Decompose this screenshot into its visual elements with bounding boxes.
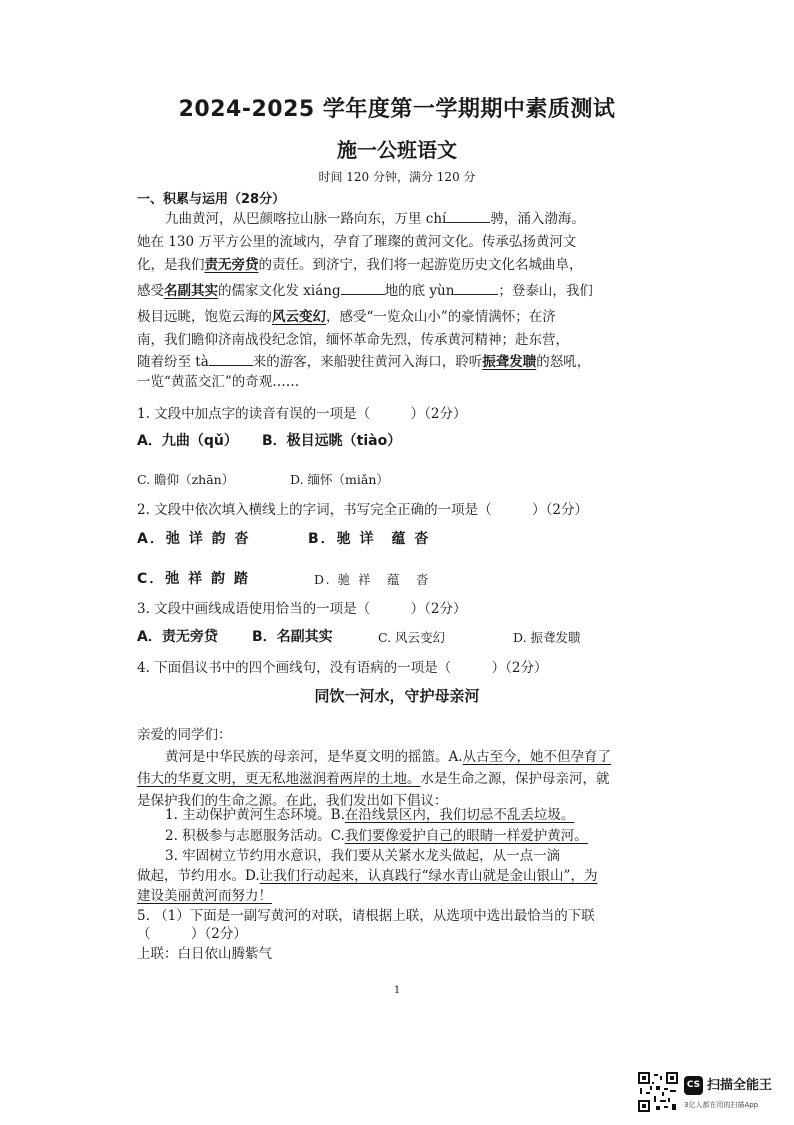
fill-blank — [341, 282, 385, 295]
question-3-option-d: D. 振聋发聩 — [513, 630, 581, 645]
proposal-item-3: 3. 牢固树立节约用水意识，我们要从关紧水龙头做起，从一点一滴 — [165, 848, 561, 864]
question-2-option-c: C．弛 祥 韵 踏 — [137, 571, 250, 587]
question-3-option-c: C. 风云变幻 — [378, 630, 446, 645]
scanner-app-tagline: 3亿人都在用的扫描App — [684, 1101, 759, 1109]
question-4-stem: 4. 下面倡议书中的四个画线句，没有语病的一项是（ ）（2分） — [137, 660, 548, 676]
underlined-idiom: 名副其实 — [164, 283, 218, 299]
question-1-stem: 1. 文段中加点字的读音有误的一项是（ ）（2分） — [137, 406, 467, 422]
question-2-stem: 2. 文段中依次填入横线上的字词，书写完全正确的一项是（ ）（2分） — [137, 502, 589, 518]
proposal-greeting: 亲爱的同学们： — [137, 727, 232, 743]
proposal-item-1: 1. 主动保护黄河生态环境。B.在沿线景区内，我们切忌不乱丢垃圾。 — [165, 807, 575, 823]
passage-line-1: 九曲黄河，从巴颜喀拉山脉一路向东，万里 chí 骋，涌入渤海。 — [165, 211, 585, 227]
fill-blank — [209, 353, 253, 366]
scanner-app-name: 扫描全能王 — [707, 1078, 773, 1093]
question-2-option-d: D. 驰 祥 蕴 沓 — [314, 572, 431, 587]
underlined-idiom: 振聋发聩 — [482, 354, 537, 370]
question-1-option-d: D. 缅怀（miǎn） — [290, 472, 389, 487]
exam-title: 2024-2025 学年度第一学期期中素质测试 — [178, 97, 616, 122]
qr-code-icon — [638, 1072, 678, 1112]
underlined-sentence-b: 在沿线景区内，我们切忌不乱丢垃圾。 — [344, 807, 575, 823]
passage-line-3: 化，是我们责无旁贷的责任。到济宁，我们将一起游览历史文化名城曲阜， — [137, 257, 583, 273]
proposal-item-2: 2. 积极参与志愿服务活动。C.我们要像爱护自己的眼睛一样爱护黄河。 — [165, 828, 588, 844]
question-1-option-c: C. 瞻仰（zhān） — [137, 472, 235, 487]
passage-line-4: 感受名副其实的儒家文化发 xiáng 地的底 yùn ；登泰山，我们 — [137, 283, 593, 299]
question-1-option-a: A．九曲（qǔ） — [137, 433, 238, 449]
proposal-title: 同饮一河水，守护母亲河 — [314, 687, 480, 705]
scanner-app-logo-icon: CS — [684, 1076, 703, 1095]
proposal-line: 是保护我们的生命之源。在此，我们发出如下倡议： — [137, 793, 448, 809]
passage-line-7: 随着纷至 tà 来的游客，来船驶往黄河入海口，聆听振聋发聩的怒吼， — [137, 354, 591, 370]
class-subject-title: 施一公班语文 — [337, 138, 457, 162]
proposal-line: 黄河是中华民族的母亲河，是华夏文明的摇篮。A.从古至今，她不但孕育了 — [165, 749, 612, 765]
underlined-idiom: 风云变幻 — [272, 309, 326, 325]
passage-line-2: 她在 130 万平方公里的流域内，孕育了璀璨的黄河文化。传承弘扬黄河文 — [137, 234, 577, 250]
question-2-option-b: B．驰 详 蕴 沓 — [308, 531, 431, 547]
couplet-upper: 上联：白日依山腾紫气 — [137, 946, 272, 962]
page-number: 1 — [393, 985, 401, 996]
underlined-idiom: 责无旁贷 — [204, 257, 259, 273]
fill-blank — [454, 282, 498, 295]
passage-line-6: 南，我们瞻仰济南战役纪念馆，缅怀革命先烈，传承黄河精神；赴东营， — [137, 332, 569, 348]
question-3-option-a: A．责无旁贷 — [137, 629, 218, 645]
fill-blank — [446, 210, 490, 223]
passage-line-8: 一览“黄蓝交汇”的奇观…… — [137, 374, 300, 390]
question-2-option-a: A．弛 详 韵 沓 — [137, 531, 251, 547]
question-1-option-b: B．极目远眺（tiào） — [262, 433, 402, 449]
section-heading: 一、积累与运用（28分） — [137, 192, 286, 207]
question-5-stem-cont: （ ）（2分） — [137, 926, 247, 942]
underlined-sentence-c: 我们要像爱护自己的眼睛一样爱护黄河。 — [344, 828, 588, 844]
proposal-line: 做起，节约用水。D.让我们行动起来，认真践行“绿水青山就是金山银山”，为 — [137, 868, 598, 884]
underlined-sentence-a: 从古至今，她不但孕育了 — [462, 749, 612, 765]
underlined-sentence-a: 伟大的华夏文明，更无私地滋润着两岸的土地。 — [137, 771, 421, 787]
exam-meta: 时间 120 分钟，满分 120 分 — [318, 170, 476, 184]
question-3-stem: 3. 文段中画线成语使用恰当的一项是（ ）（2分） — [137, 601, 467, 617]
proposal-line: 伟大的华夏文明，更无私地滋润着两岸的土地。水是生命之源，保护母亲河，就 — [137, 771, 610, 787]
underlined-sentence-d: 建设美丽黄河而努力！ — [137, 888, 272, 904]
question-5-stem: 5. （1）下面是一副写黄河的对联，请根据上联，从选项中选出最恰当的下联 — [137, 908, 595, 924]
proposal-line — [137, 884, 272, 904]
question-3-option-b: B．名副其实 — [252, 629, 333, 645]
underlined-sentence-d: 让我们行动起来，认真践行“绿水青山就是金山银山”，为 — [259, 868, 598, 884]
passage-line-5: 极目远眺，饱览云海的风云变幻，感受“一览众山小”的豪情满怀；在济 — [137, 309, 556, 325]
